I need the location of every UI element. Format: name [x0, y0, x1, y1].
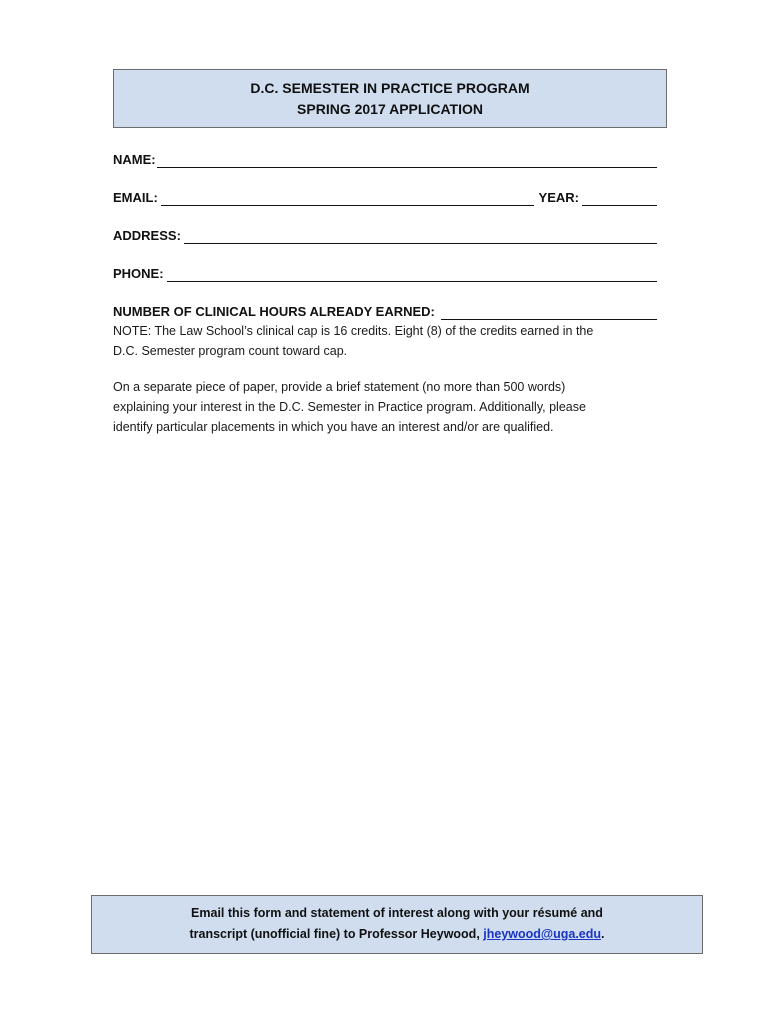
name-label: NAME:	[113, 152, 156, 167]
professor-email-link[interactable]: jheywood@uga.edu	[483, 927, 602, 941]
phone-field-row	[113, 266, 657, 282]
phone-label: PHONE:	[113, 266, 164, 281]
address-label: ADDRESS:	[113, 228, 181, 243]
submission-line-2	[92, 924, 702, 945]
year-label: YEAR:	[538, 190, 579, 205]
statement-line-2: explaining your interest in the D.C. Semester in Practice program. Additionally, please	[113, 400, 586, 414]
name-blank-line[interactable]	[157, 155, 657, 168]
year-blank-line[interactable]	[582, 193, 657, 206]
clinical-cap-note	[113, 321, 663, 361]
statement-line-1: On a separate piece of paper, provide a brief statement (no more than 500 words)	[113, 380, 566, 394]
clinical-hours-blank-line[interactable]	[441, 307, 657, 320]
application-term-title: SPRING 2017 APPLICATION	[297, 101, 483, 117]
email-year-field-row	[113, 190, 657, 206]
submission-line-2-text: transcript (unofficial fine) to Professor Heywood,	[189, 927, 484, 941]
submission-instructions-box	[91, 895, 703, 954]
clinical-hours-label: NUMBER OF CLINICAL HOURS ALREADY EARNED:	[113, 304, 435, 319]
note-line-1: NOTE: The Law School’s clinical cap is 16 credits. Eight (8) of the credits earned in the	[113, 324, 594, 338]
name-field-row	[113, 152, 657, 168]
clinical-hours-field-row	[113, 304, 657, 320]
program-title: D.C. SEMESTER IN PRACTICE PROGRAM	[250, 80, 530, 96]
address-field-row	[113, 228, 657, 244]
submission-line-1: Email this form and statement of interest along with your résumé and	[191, 906, 603, 920]
submission-line-2-period: .	[601, 927, 605, 941]
application-title-box	[113, 69, 667, 128]
address-blank-line[interactable]	[184, 231, 657, 244]
note-line-2: D.C. Semester program count toward cap.	[113, 344, 348, 358]
statement-line-3: identify particular placements in which you have an interest and/or are qualified.	[113, 420, 554, 434]
email-label: EMAIL:	[113, 190, 158, 205]
phone-blank-line[interactable]	[167, 269, 657, 282]
statement-instructions	[113, 377, 663, 437]
email-blank-line[interactable]	[161, 193, 534, 206]
